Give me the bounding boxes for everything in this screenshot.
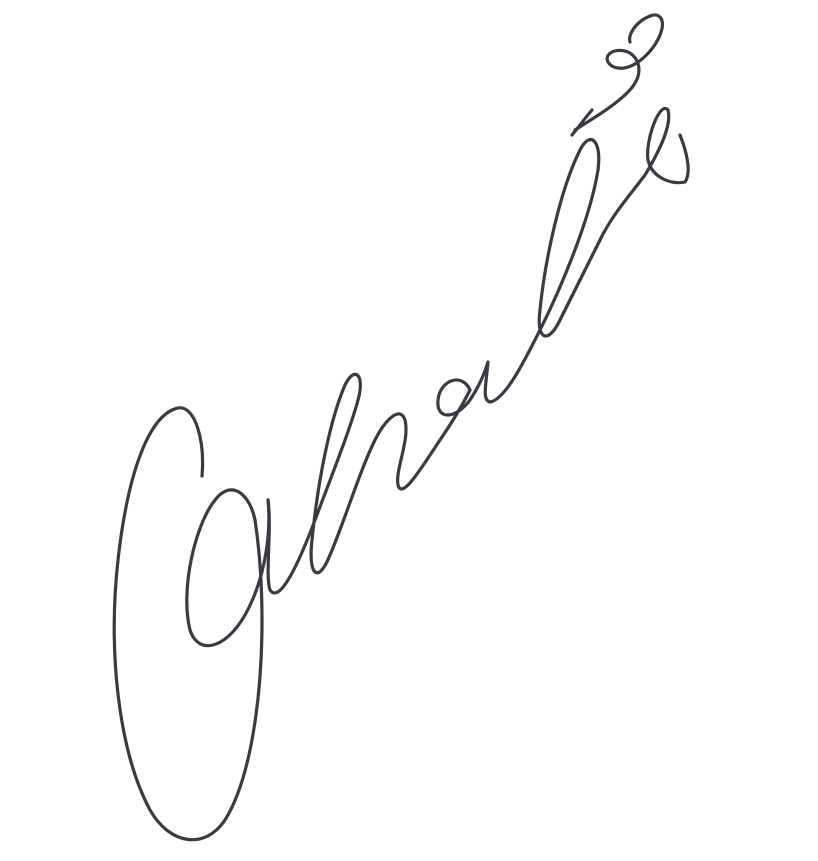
signature-letter-a bbox=[438, 330, 540, 415]
signature-letter-l bbox=[539, 140, 600, 336]
signature-letters-a-l bbox=[268, 374, 375, 593]
signature-letter-s bbox=[600, 108, 688, 240]
signature-inner-loop bbox=[187, 490, 269, 646]
signature-letters-b-r bbox=[375, 390, 470, 489]
